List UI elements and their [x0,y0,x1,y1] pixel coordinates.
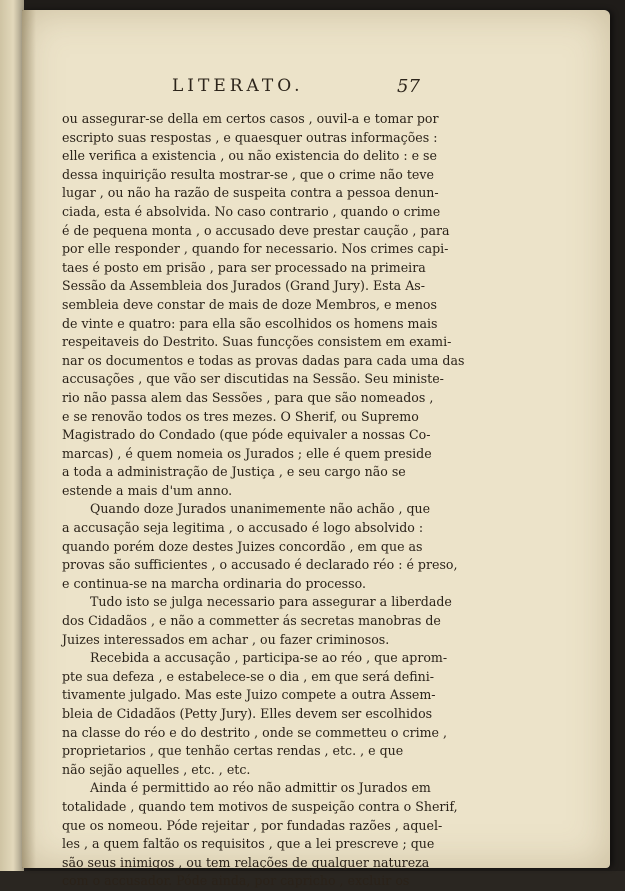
page-number: 57 [397,76,420,97]
text-line: são seus inimigos , ou tem relações de qualquer natureza [62,854,430,870]
gutter-shadow [22,10,36,868]
text-line: e se renovão todos os tres mezes. O Sherif, ou Supremo [62,408,419,424]
text-line: por elle responder , quando for necessario. Nos crimes capi- [62,241,449,257]
text-line: marcas) , é quem nomeia os Jurados ; elle é quem preside [62,445,432,461]
text-line: Magistrado do Condado (que póde equivaler a nossas Co- [62,427,431,443]
text-line: dessa inquirição resulta mostrar-se , que o crime não teve [62,166,434,182]
text-line: ciada, esta é absolvida. No caso contrario , quando o crime [62,203,441,219]
text-line: e continua-se na marcha ordinaria do processo. [62,575,366,591]
text-line: a accusação seja legitima , o accusado é logo absolvido : [62,520,424,536]
text-line: provas são sufficientes , o accusado é declarado réo : é preso, [62,557,458,573]
text-line: bleia de Cidadãos (Petty Jury). Elles devem ser escolhidos [62,706,433,721]
text-line: na classe do réo e do destrito , onde se commetteu o crime , [62,724,448,740]
text-line: não sejão aquelles , etc. , etc. [62,761,251,777]
text-line: ou assegurar-se della em certos casos , ouvil-a e tomar por [62,111,439,126]
body-text [62,110,465,891]
text-line: estende a mais d'um anno. [62,482,233,498]
text-line: pte sua defeza , e estabelece-se o dia , em que será defini- [62,668,435,684]
text-line: accusações , que vão ser discutidas na Sessão. Seu ministe- [62,371,444,387]
text-line: proprietarios , que tenhão certas rendas , etc. , e que [62,743,404,759]
text-line: les , a quem faltão os requisitos , que a lei prescreve ; que [62,836,435,852]
text-line: Quando doze Jurados unanimemente não achão , que [90,501,431,517]
text-line: Sessão da Assembleia dos Jurados (Grand Jury). Esta As- [62,278,426,294]
text-line: lugar , ou não ha razão de suspeita contra a pessoa denun- [62,185,439,201]
text-line: rio não passa alem das Sessões , para que são nomeados , [62,389,434,405]
text-line: a toda a administração de Justiça , e seu cargo não se [62,464,406,480]
text-line: é de pequena monta , o accusado deve prestar caução , para [62,222,450,238]
text-line: elle verifica a existencia , ou não existencia do delito : e se [62,148,437,164]
running-title: LITERATO. [172,76,304,96]
text-line: tivamente julgado. Mas este Juizo compete a outra Assem- [62,687,436,703]
text-line: nar os documentos e todas as provas dadas para cada uma das [62,352,465,368]
text-line: taes é posto em prisão , para ser processado na primeira [62,259,426,275]
text-line: quando porém doze destes Juizes concordão , em que as [62,538,423,554]
text-line: que os nomeou. Póde rejeitar , por fundadas razões , aquel- [62,817,443,833]
text-line: escripto suas respostas , e quaesquer outras informações : [62,129,438,145]
text-line: sembleia deve constar de mais de doze Membros, e menos [62,296,437,312]
text-line: totalidade , quando tem motivos de suspeição contra o Sherif, [62,798,458,814]
text-line: Juizes interessados em achar , ou fazer criminosos. [62,631,390,647]
text-line: Tudo isto se julga necessario para assegurar a liberdade [90,594,452,610]
text-line: com o accusador. Póde ainda, por capricho , excluir os [62,873,410,889]
text-line: Recebida a accusação , participa-se ao réo , que aprom- [90,650,448,666]
text-line: de vinte e quatro: para ella são escolhidos os homens mais [62,315,438,331]
text-line: Ainda é permittido ao réo não admittir os Jurados em [90,780,431,796]
text-line: respeitaveis do Destrito. Suas funcções consistem em exami- [62,334,452,350]
text-line: dos Cidadãos , e não a commetter ás secretas manobras de [62,613,441,629]
previous-page-edge [0,0,24,871]
